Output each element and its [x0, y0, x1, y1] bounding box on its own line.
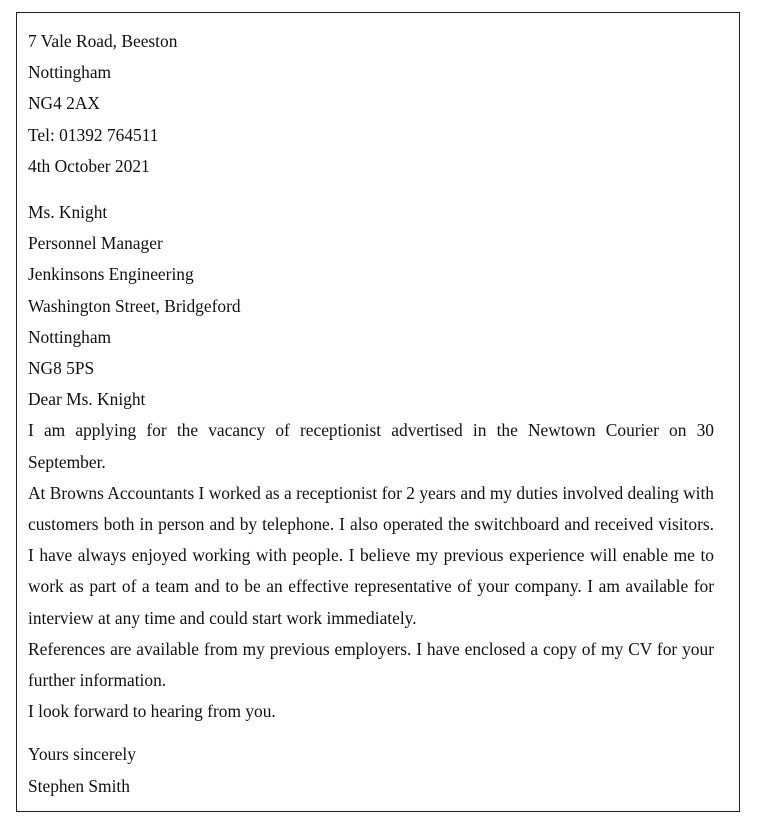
body-paragraph: References are available from my previous employers. I have enclosed a copy of my CV for your further information. — [28, 638, 714, 691]
sender-address-line: Nottingham — [28, 62, 112, 83]
signature-name: Stephen Smith — [28, 775, 130, 796]
recipient-postcode: NG8 5PS — [28, 358, 95, 379]
recipient-company: Jenkinsons Engineering — [28, 264, 194, 285]
spacer — [28, 727, 714, 739]
letter-body — [28, 415, 714, 727]
spacer — [28, 182, 714, 197]
body-paragraph: I look forward to hearing from you. — [28, 701, 276, 722]
recipient-street: Washington Street, Bridgeford — [28, 295, 241, 316]
closing: Yours sincerely — [28, 744, 136, 765]
sender-address-line: NG4 2AX — [28, 93, 100, 114]
body-paragraph: At Browns Accountants I worked as a receptionist for 2 years and my duties involved dealing with customers both in person and by telephone. I also operated the switchboard and received visitors. I have always enjoyed working with people. I believe my previous experience will enable me to work as part of a team and to be an effective representative of your company. I am available for interview at any time and could start work immediately. — [28, 482, 714, 628]
sender-address — [28, 26, 714, 182]
sender-telephone: Tel: 01392 764511 — [28, 124, 159, 145]
recipient-address — [28, 197, 714, 384]
body-paragraph: I am applying for the vacancy of receptionist advertised in the Newtown Courier on 30 September. — [28, 420, 714, 472]
letter-date: 4th October 2021 — [28, 155, 150, 176]
recipient-city: Nottingham — [28, 326, 112, 347]
recipient-title: Personnel Manager — [28, 233, 163, 254]
recipient-name: Ms. Knight — [28, 202, 108, 223]
salutation: Dear Ms. Knight — [28, 389, 146, 410]
letter-content — [28, 26, 714, 802]
sender-address-line: 7 Vale Road, Beeston — [28, 31, 178, 51]
